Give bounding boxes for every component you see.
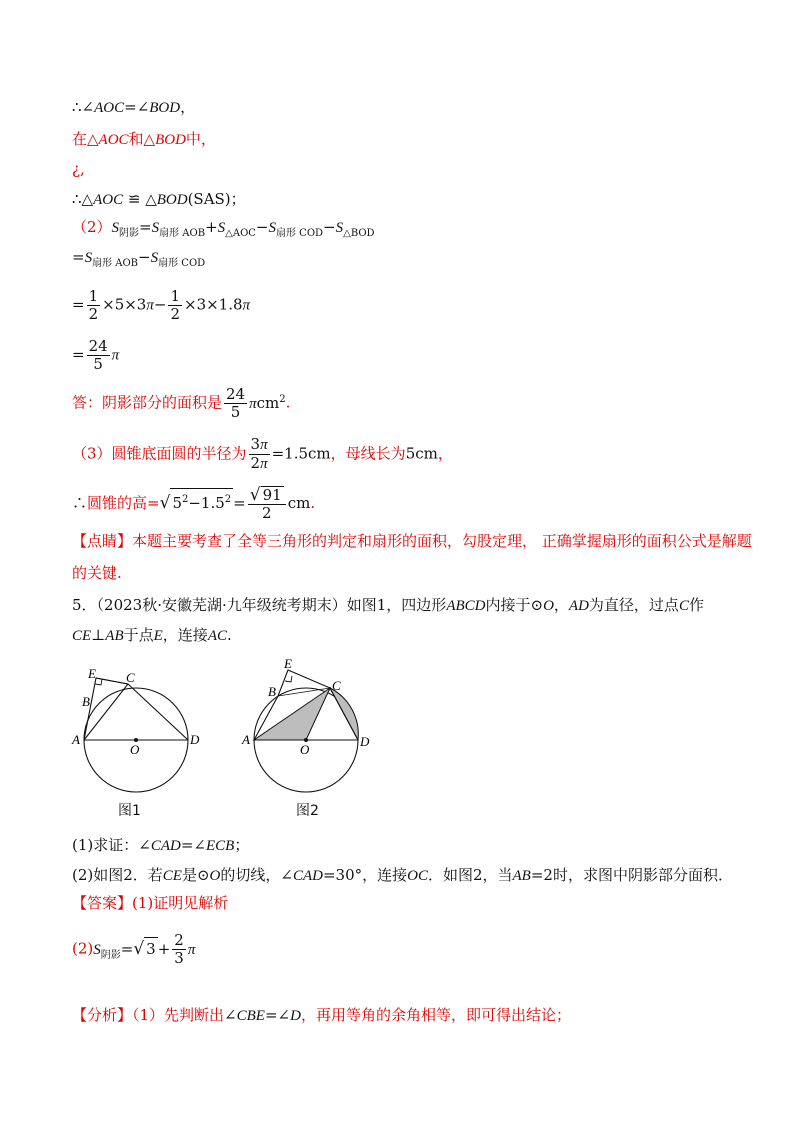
- svg-text:O: O: [300, 742, 310, 757]
- figure-1: [66, 662, 216, 812]
- question-1: (1)求证：∠CAD=∠ECB；: [72, 836, 250, 854]
- proof-line-3: ¿,: [72, 160, 85, 178]
- proof-line-1: ∴∠AOC=∠BOD，: [72, 98, 196, 116]
- svg-text:B: B: [82, 694, 90, 709]
- svg-text:C: C: [126, 670, 135, 685]
- proof-line-4: ∴△AOC ≌ △BOD(SAS)；: [72, 190, 246, 208]
- figure-2-caption: 图2: [296, 803, 319, 819]
- svg-text:A: A: [72, 732, 80, 747]
- svg-text:E: E: [284, 656, 292, 671]
- svg-text:B: B: [268, 684, 276, 699]
- problem-5-stem-1: 5．（2023秋·安徽芜湖·九年级统考期末）如图1，四边形ABCD内接于⊙O，AD为直径，过点C作: [72, 596, 704, 614]
- area-equation-1: $(2)S_{阴影}=S_{扇形 AOB}+S_{\triangle AOC}-S_{扇形 COD}-S_{\triangle BOD}$: [72, 218, 375, 239]
- analysis-line-1: 【分析】（1）先判断出∠CBE=∠D，再用等角的余角相等，即可得出结论；: [72, 1006, 571, 1024]
- area-equation-3: = $\frac{1}{2}$ ×5×3π− $\frac{1}{2}$ ×3×1.8π: [72, 287, 251, 323]
- answer-line-1: 【答案】(1)证明见解析: [72, 894, 229, 912]
- svg-text:D: D: [360, 734, 370, 749]
- svg-text:D: D: [190, 732, 200, 747]
- figure-1-caption: 图1: [118, 803, 141, 819]
- svg-text:C: C: [332, 678, 341, 693]
- svg-text:A: A: [242, 732, 250, 747]
- comment-line-2: 的关键.: [72, 564, 122, 582]
- svg-text:E: E: [88, 666, 96, 681]
- figure-2: [238, 656, 388, 816]
- answer-line-2: $(2)S_{阴影}=√$ 3 + $\frac{2}{3}$ π: [72, 931, 196, 967]
- area-equation-2: $=S_{扇形 AOB}-S_{扇形 COD}$: [72, 248, 206, 269]
- cone-radius-line: （3）圆锥底面圆的半径为 $\frac{3\pi}{2\pi}$ =1.5cm，母线长为5cm，: [72, 435, 453, 472]
- problem-5-stem-2: CE⊥AB于点E，连接AC.: [72, 626, 232, 644]
- question-2: (2)如图2．若CE是⊙O的切线，∠CAD=30°，连接OC．如图2，当AB=2时，求图中阴影部分面积．: [72, 866, 733, 884]
- area-answer: 答：阴影部分的面积是 $\frac{24}{5}$ πcm$^2$.: [72, 385, 291, 421]
- area-equation-4: = $\frac{24}{5}$ π: [72, 337, 120, 373]
- proof-line-2: 在△AOC和△BOD中，: [72, 130, 216, 148]
- cone-height-line: ∴圆锥的高=√ $5^2-1.5^2$ = $\frac{√ 91}{2}$ cm.: [72, 485, 316, 522]
- comment-line-1: 【点睛】本题主要考查了全等三角形的判定和扇形的面积，勾股定理， 正确掌握扇形的面积公式是解题: [72, 532, 752, 550]
- svg-text:O: O: [130, 742, 140, 757]
